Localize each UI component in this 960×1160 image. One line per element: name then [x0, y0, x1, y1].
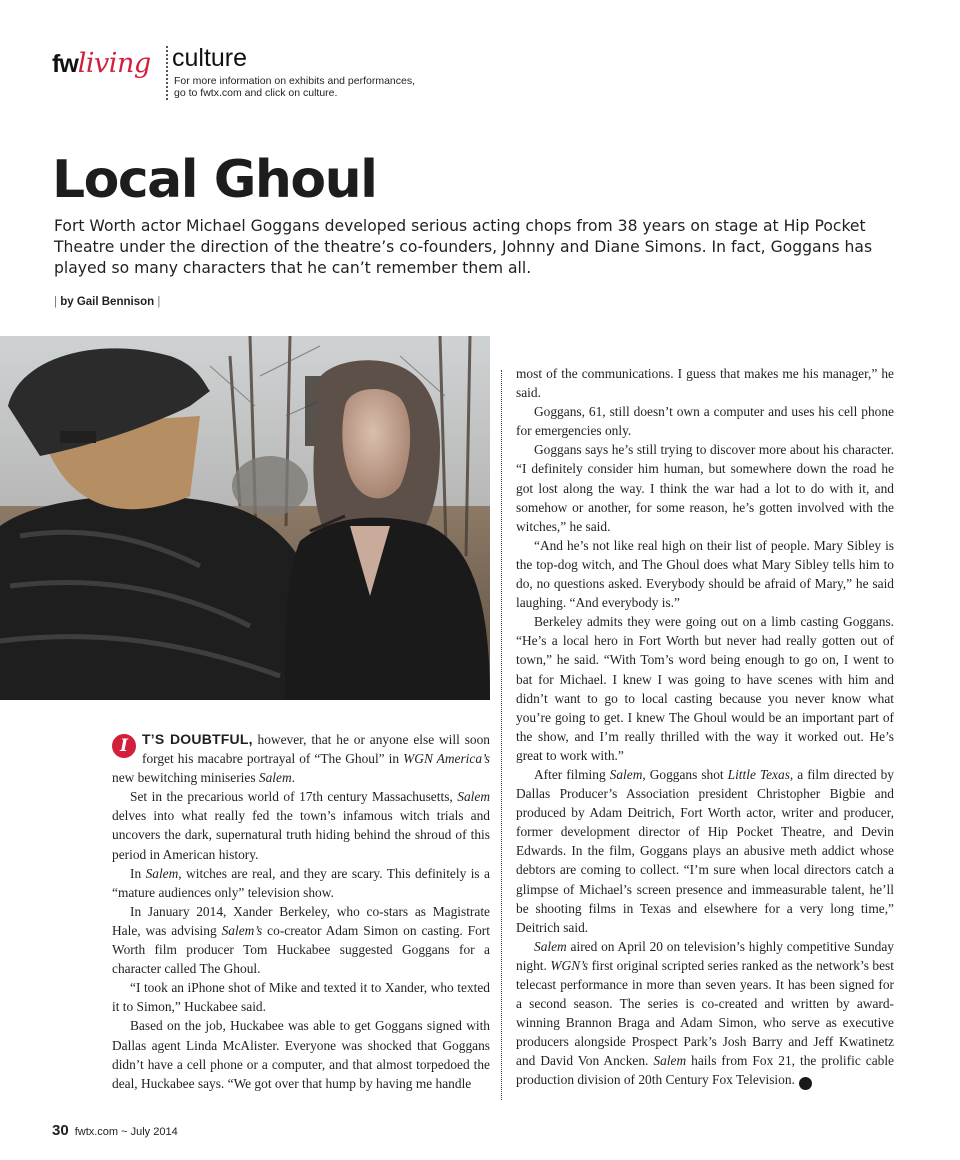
- right-paragraph-4: “And he’s not like real high on their list of people. Mary Sibley is the top-dog witch, and The Ghoul does what Mary Sibley tells him to do, no questions asked. Everybody should be afraid of Mary,” he said laughing. “And everybody is.”: [516, 537, 894, 611]
- page-number: 30: [52, 1122, 69, 1139]
- text-run-italic: Salem: [534, 938, 567, 954]
- text-run: After filming: [534, 766, 610, 782]
- left-paragraph-1: [112, 730, 490, 787]
- text-run: co-creator Adam Simon on casting. Fort Worth film producer Tom Huckabee suggested Goggans for a character called The Ghoul.: [112, 922, 490, 977]
- column-divider: [501, 370, 502, 1100]
- text-run: hails from Fox 21, the prolific cable production division of 20th Century Fox Television.: [516, 1053, 894, 1088]
- text-run: In: [130, 865, 146, 881]
- left-paragraph-2: [112, 787, 490, 863]
- text-run-italic: Salem: [145, 865, 179, 881]
- right-paragraph-2: Goggans, 61, still doesn’t own a computer and uses his cell phone for emergencies only.: [516, 404, 894, 439]
- article-title: Local Ghoul: [52, 150, 377, 210]
- left-column: [112, 730, 490, 1093]
- text-run: however, that he or anyone else will soon forget his macabre portrayal of “The Ghoul” in: [142, 732, 490, 767]
- byline-bar-left: |: [54, 296, 57, 308]
- header-info: [174, 75, 474, 99]
- text-run: .: [291, 770, 295, 786]
- text-run: , witches are real, and they are scary. This definitely is a “mature audiences only” television show.: [112, 865, 490, 900]
- right-paragraph-7: [516, 937, 894, 1091]
- text-run-italic: Salem: [609, 766, 643, 782]
- right-column: [516, 364, 894, 1090]
- right-paragraph-6: [516, 765, 894, 937]
- byline-bar-right: |: [157, 296, 161, 308]
- fwliving-logo: [52, 48, 151, 79]
- text-run: , a film directed by Dallas Producer’s Association president Christopher Bigbie and produced by Adam Deitrich, Fort Worth actor, writer and producer, former development director of Hip Pocket Theatre, and Devin Edwards. In the film, Goggans plays an abusive meth addict whose debtors are coming to collect. “I’m sure when local directors catch a glimpse of Michael’s screen presence and immeasurable talent, he’ll be shooting films in Texas and elsewhere for a very long time,” Deitrich said.: [516, 766, 894, 935]
- footer-info: fwtx.com ~ July 2014: [74, 1126, 178, 1138]
- byline: [54, 296, 160, 308]
- header-info-line-2: go to fwtx.com and click on culture.: [174, 87, 338, 99]
- left-paragraph-5: “I took an iPhone shot of Mike and texted it to Xander, who texted it to Simon,” Huckabee said.: [112, 980, 490, 1015]
- header-divider: [166, 46, 168, 100]
- left-paragraph-3: [112, 864, 490, 902]
- text-run: In January 2014, Xander Berkeley, who co-stars as Magistrate Hale, was advising: [112, 903, 490, 938]
- text-run: delves into what really fed the town’s infamous witch trials and uncovers the dark, supernatural truth hiding behind the shroud of this period in American history.: [112, 808, 490, 862]
- left-paragraph-6: Based on the job, Huckabee was able to get Goggans signed with Dallas agent Linda McAlister. Everyone was shocked that Goggans didn’t have a cell phone or a computer, and that almost torpedoed the deal, Huckabee says. “We got over that hump by having me handle: [112, 1018, 490, 1091]
- article-deck: Fort Worth actor Michael Goggans developed serious acting chops from 38 years on stage at Hip Pocket Theatre under the direction of the theatre’s co-founders, Johnny and Diane Simons. In fact, Goggans has played so many characters that he can’t remember them all.: [54, 217, 873, 277]
- section-name: culture: [172, 44, 248, 72]
- text-run: Set in the precarious world of 17th century Massachusetts,: [130, 789, 458, 805]
- left-paragraph-4: [112, 902, 490, 978]
- article-photo: [0, 336, 490, 700]
- text-run-italic: WGN America’s: [403, 751, 490, 767]
- text-run: , Goggans shot: [642, 766, 728, 782]
- text-run-italic: WGN’s: [550, 957, 589, 973]
- logo-living: living: [77, 48, 151, 79]
- right-paragraph-1: most of the communications. I guess that makes me his manager,” he said.: [516, 366, 894, 401]
- byline-author: by Gail Bennison: [60, 296, 155, 308]
- text-run: first original scripted series ranked as the network’s best telecast performance in more than seven years. It has been signed for a second season. The series is co-created and written by award-winning Brannon Braga and Adam Simon, who serve as executive producers alongside Prospect Park’s Josh Barry and Jeff Kwatinetz and David Von Ancken.: [516, 957, 894, 1069]
- header-info-line-1: For more information on exhibits and performances,: [174, 75, 416, 87]
- right-paragraph-3: Goggans says he’s still trying to discover more about his character. “I definitely consider him human, but somewhere down the road he got lost along the way. I think the war had a lot to do with it, and somehow or another, for some reason, he’s gotten involved with the witches,” he said.: [516, 442, 894, 534]
- dropcap: I: [112, 734, 136, 758]
- lead-in: T’S DOUBTFUL,: [142, 731, 253, 747]
- right-paragraph-5: Berkeley admits they were going out on a limb casting Goggans. “He’s a local hero in Fort Worth but never had really gotten out of town,” he said. “With Tom’s word being enough to go on, I went to bat for Michael. I knew I was going to have scenes with him and didn’t want to go to local casting because you never know what you’re going to get. I knew The Ghoul would be an important part of the show, and I’m really thrilled with the way it worked out. He’s great to work with.”: [516, 614, 894, 763]
- text-run: new bewitching miniseries: [112, 770, 259, 786]
- logo-fw: fw: [52, 50, 78, 78]
- text-run-italic: Salem: [653, 1053, 687, 1069]
- text-run-italic: Little Texas: [727, 766, 790, 782]
- page-footer: [52, 1122, 178, 1139]
- text-run-italic: Salem: [457, 789, 490, 805]
- text-run-italic: Salem: [258, 770, 292, 786]
- text-run-italic: Salem’s: [221, 922, 263, 938]
- end-mark-icon: fw: [799, 1077, 812, 1090]
- text-run: aired on April 20 on television’s highly competitive Sunday night.: [516, 938, 894, 973]
